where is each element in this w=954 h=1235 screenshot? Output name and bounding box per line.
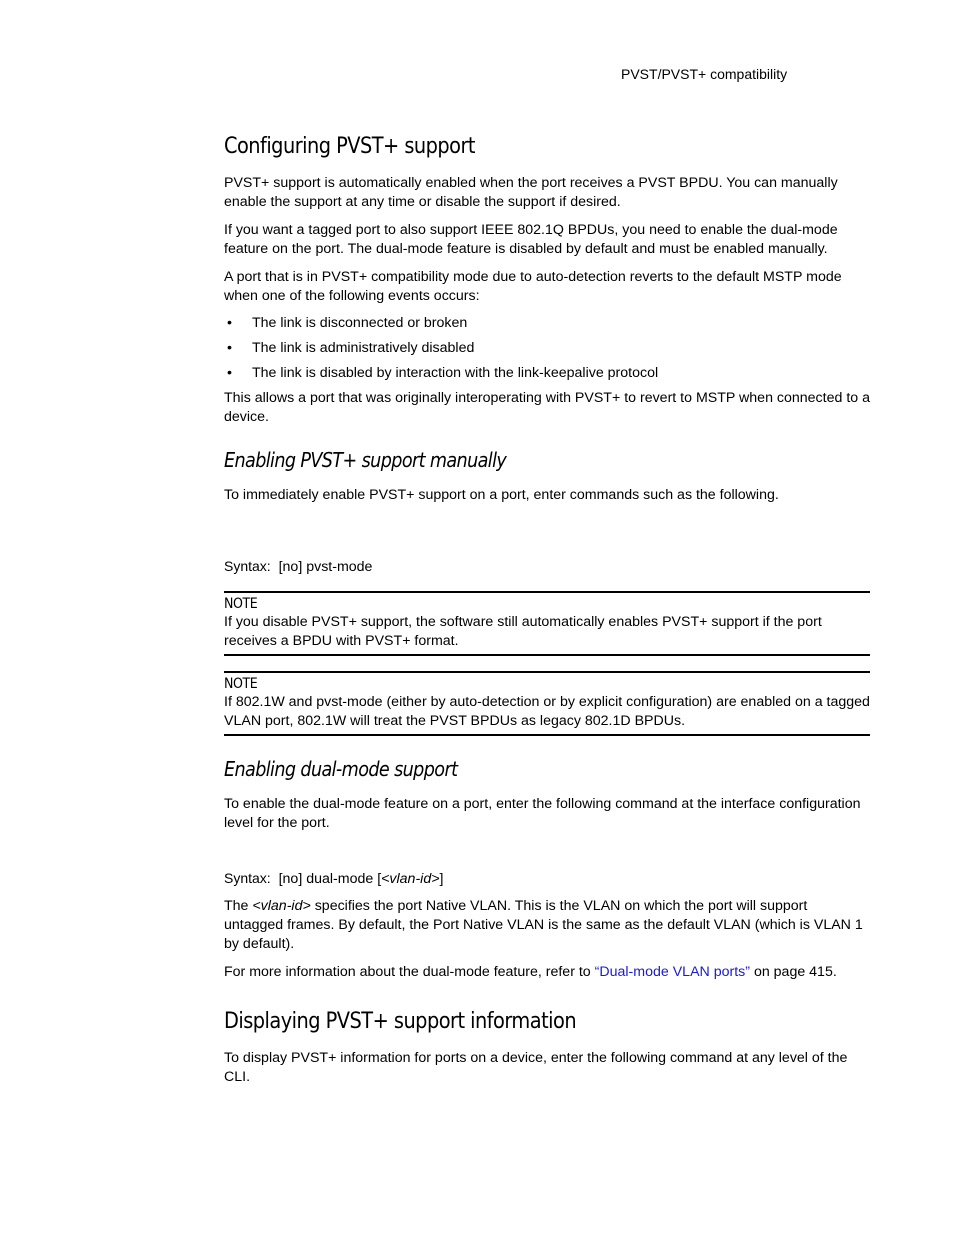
text-run: The: [224, 898, 253, 914]
note-top-rule: [224, 591, 870, 593]
note-label: NOTE: [224, 596, 258, 612]
note-text: If 802.1W and pvst-mode (either by auto-detection or by explicit configuration) are enabled on a tagged VLAN port, 802.1W will treat the PVST BPDUs as legacy 802.1D BPDUs.: [224, 694, 870, 729]
paragraph: To enable the dual-mode feature on a port, enter the following command at the interface configuration level for the port.: [224, 796, 861, 831]
running-head: PVST/PVST+ compatibility: [621, 66, 788, 82]
section-heading-configuring: Configuring PVST+ support: [224, 134, 475, 159]
cross-reference-link[interactable]: “Dual-mode VLAN ports”: [594, 964, 750, 980]
paragraph: If you want a tagged port to also support IEEE 802.1Q BPDUs, you need to enable the dual-mode feature on the port. The dual-mode feature is disabled by default and must be enabled manually.: [224, 222, 838, 257]
paragraph: [224, 897, 870, 954]
paragraph: To immediately enable PVST+ support on a port, enter commands such as the following.: [224, 487, 779, 503]
text-run: on page 415.: [750, 964, 837, 980]
note-top-rule: [224, 671, 870, 673]
syntax-option: [no]: [278, 559, 303, 575]
paragraph: To display PVST+ information for ports on a device, enter the following command at any level of the CLI.: [224, 1050, 848, 1085]
note-bottom-rule: [224, 734, 870, 736]
note-label: NOTE: [224, 676, 258, 692]
syntax-command: pvst-mode: [306, 559, 373, 575]
note-text: If you disable PVST+ support, the software still automatically enables PVST+ support if the port receives a BPDU with PVST+ format.: [224, 614, 822, 649]
bullet-icon: •: [227, 365, 232, 381]
bullet-icon: •: [227, 340, 232, 356]
syntax-label: Syntax:: [224, 870, 271, 886]
list-item-text: The link is disconnected or broken: [252, 315, 468, 331]
syntax-line: [224, 558, 372, 575]
paragraph: A port that is in PVST+ compatibility mode due to auto-detection reverts to the default MSTP mode when one of the following events occurs:: [224, 269, 842, 304]
syntax-command: dual-mode [: [306, 871, 382, 887]
syntax-parameter: <vlan-id>: [381, 871, 440, 887]
text-run: specifies the port Native VLAN. This is the VLAN on which the port will support untagged frames. By default, the Port Native VLAN is the same as the default VLAN (which is VLAN 1 by default).: [224, 898, 863, 952]
list-item-text: The link is disabled by interaction with the link-keepalive protocol: [252, 365, 659, 381]
paragraph: This allows a port that was originally interoperating with PVST+ to revert to MSTP when connected to a device.: [224, 390, 870, 425]
syntax-line: [224, 870, 443, 887]
subsection-heading-manual: Enabling PVST+ support manually: [224, 448, 507, 472]
syntax-close: ]: [439, 871, 444, 887]
paragraph: PVST+ support is automatically enabled when the port receives a PVST BPDU. You can manually enable the support at any time or disable the support if desired.: [224, 175, 838, 210]
syntax-option: [no]: [278, 871, 303, 887]
syntax-label: Syntax:: [224, 558, 271, 574]
list-item-text: The link is administratively disabled: [252, 340, 475, 356]
note-bottom-rule: [224, 654, 870, 656]
text-run: For more information about the dual-mode feature, refer to: [224, 964, 595, 980]
parameter-name: <vlan-id>: [252, 898, 311, 914]
section-heading-displaying: Displaying PVST+ support information: [224, 1009, 577, 1034]
paragraph: [224, 963, 870, 982]
bullet-icon: •: [227, 315, 232, 331]
subsection-heading-dual-mode: Enabling dual-mode support: [224, 757, 458, 781]
